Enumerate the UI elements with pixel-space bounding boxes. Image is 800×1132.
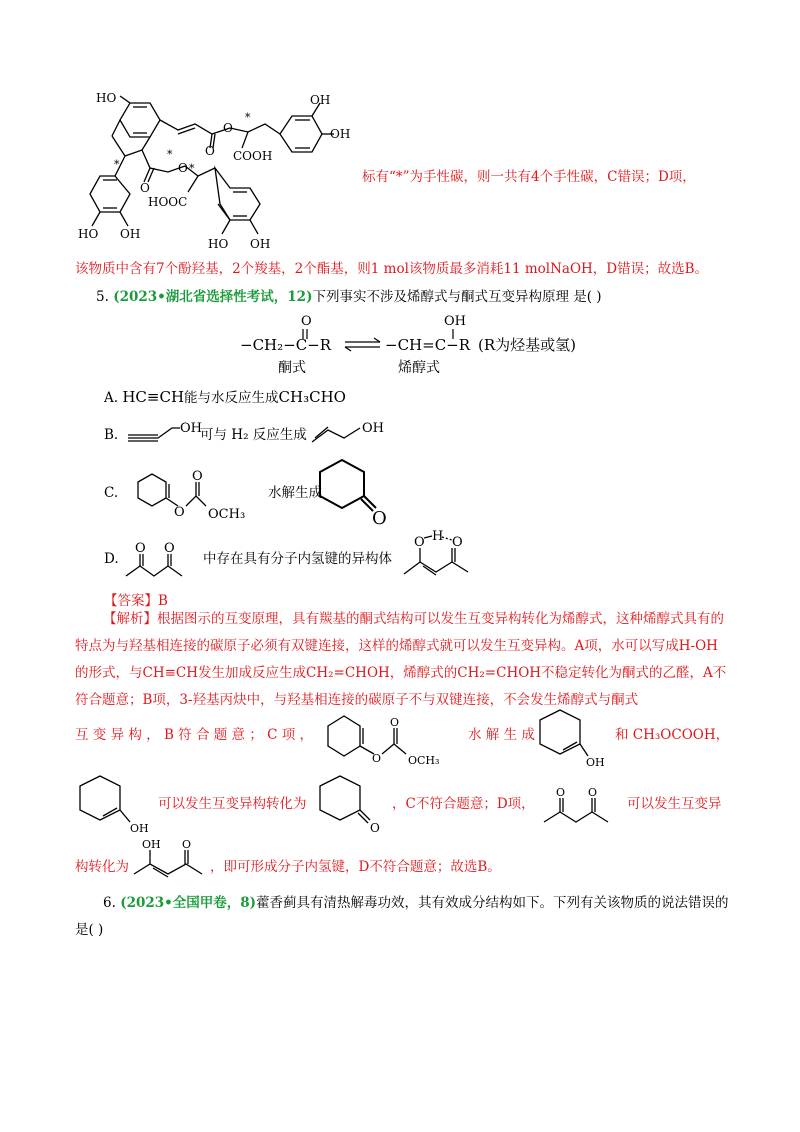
mol-label: HO (208, 237, 229, 251)
och3-label: OCH₃ (208, 507, 246, 522)
o-label: O (452, 535, 463, 550)
mol-label: OH (310, 93, 331, 107)
mol-label: * (189, 162, 195, 175)
och3-label: OCH₃ (408, 754, 440, 767)
mol-label: OH (120, 227, 141, 241)
option-a-text: 能与水反应生成 (184, 390, 279, 406)
mol-label: OH (250, 237, 271, 251)
analysis-line-3c: 可以发生互变异 (627, 796, 722, 812)
option-a-letter: A. (104, 390, 119, 406)
oh-label: OH (586, 756, 605, 769)
analysis-line-2b: 水 解 生 成 (468, 727, 535, 743)
option-a (104, 386, 346, 409)
option-a-reactant: HC≡CH (122, 388, 185, 406)
continuation-line-2: 该物质中含有7个酚羟基，2个羧基，2个酯基，则1 mol该物质最多消耗11 molNaOH，D错误；故选B。 (75, 261, 709, 277)
option-b-letter: B. (104, 427, 119, 443)
mol-label: O (223, 121, 233, 135)
analysis-enol-form (130, 836, 210, 882)
mol-label: O (178, 161, 188, 175)
option-d-enol-h-bond (400, 528, 480, 584)
q6-source: (2023•全国甲卷，8) (120, 895, 257, 911)
mol-label: O (205, 144, 215, 158)
answer-tag: 【答案】 (104, 593, 158, 609)
mol-label: * (167, 148, 173, 161)
option-d-acetylacetone (122, 538, 202, 584)
o-label: O (370, 821, 380, 835)
o-label: O (372, 508, 387, 529)
mol-label: * (114, 158, 120, 171)
enol-form: −CH=C−R (385, 336, 471, 354)
oh-label: OH (180, 421, 202, 436)
option-c-text: 水解生成 (268, 485, 322, 501)
o-label: O (174, 505, 185, 520)
option-d-text: 中存在具有分子内氢键的异构体 (203, 551, 392, 567)
mol-label: COOH (233, 149, 273, 163)
analysis-line-4a: 构转化为 (75, 859, 129, 875)
q5-stem-line (96, 286, 602, 308)
keto-form: −CH₂−C−R (240, 336, 332, 354)
keto-enol-equation (230, 308, 600, 378)
mol-label: * (245, 111, 251, 124)
keto-o: O (301, 314, 312, 329)
oh-label: OH (362, 421, 384, 436)
option-d-letter: D. (104, 551, 119, 567)
analysis-line-4b: ，即可形成分子内氢键，D不符合题意；故选B。 (210, 859, 501, 875)
option-c-cyclohexanone (312, 454, 402, 534)
keto-label: 酮式 (278, 360, 306, 376)
analysis-text: 根据图示的互变原理，具有羰基的酮式结构可以发生互变异构转化为烯醇式，这种烯醇式具有的特点为与羟基相连接的碳原子必须有双键连接，这样的烯醇式就可以发生互变异构。A项，水可以写成H-OH的形式，与CH≡CH发生加成反应生成CH₂=CHOH，烯醇式的CH₂=CHOH不稳定转化为酮式的乙醛，A不符合题意；B项，3-羟基丙炔中，与羟基相连接的碳原子不与双键连接，不会发生烯醇式与酮式 (75, 611, 727, 708)
q5-stem: 下列事实不涉及烯醇式与酮式互变异构原理 (312, 289, 569, 305)
mol-label: OH (330, 127, 351, 141)
answer-value: B (158, 593, 168, 609)
top-molecule-structure (70, 88, 360, 258)
o-label: O (556, 786, 566, 799)
o-label: O (372, 752, 382, 765)
analysis-cyclohexanone (312, 770, 392, 836)
analysis-carbonate (318, 706, 468, 772)
o-label: O (135, 541, 146, 556)
mol-label: HOOC (148, 195, 188, 209)
analysis-paragraph (75, 606, 730, 714)
h-label: H (432, 529, 444, 544)
q5-source: (2023•湖北省选择性考试，12) (113, 289, 313, 305)
oh-label: OH (142, 838, 161, 851)
analysis-line-3: 可以发生互变异构转化为 (158, 796, 307, 812)
q5-stem-tail: 是( ) (573, 289, 602, 305)
o-label: O (164, 541, 175, 556)
o-label: O (182, 838, 192, 851)
analysis-cyclohexenol (530, 704, 610, 770)
option-b-allyl-alcohol (308, 414, 388, 448)
mol-label: HO (78, 227, 99, 241)
analysis-line-3b: ，C不符合题意；D项， (392, 796, 535, 812)
q6-number: 6. (103, 895, 116, 911)
enol-label: 烯醇式 (398, 360, 440, 376)
o-label: O (192, 469, 203, 484)
continuation-line-1: 标有“*”为手性碳，则一共有4个手性碳，C错误；D项， (362, 169, 696, 185)
equation-note: (R为烃基或氢) (478, 336, 576, 354)
o-label: O (414, 535, 425, 550)
o-label: O (588, 786, 598, 799)
q6-stem-text: 藿香蓟具有清热解毒功效，其有效成分结构如下。下列有关该物质的说法错误的是( ) (75, 895, 729, 938)
mol-label: HO (96, 91, 117, 105)
q5-number: 5. (96, 289, 109, 305)
analysis-cyclohexenol-2 (70, 770, 160, 836)
option-b-text: 可与 H₂ 反应生成 (200, 427, 307, 443)
analysis-line-2c: 和 CH₃OCOOH， (615, 727, 730, 743)
mol-label: O (140, 181, 150, 195)
oh-label: OH (130, 822, 149, 835)
analysis-line-2a: 互 变 异 构 ， B 符 合 题 意 ； C 项 ， (75, 727, 314, 743)
enol-oh: OH (444, 314, 466, 329)
option-a-product: CH₃CHO (278, 388, 346, 406)
option-c-letter: C. (104, 485, 119, 501)
analysis-tag: 【解析】 (103, 611, 157, 627)
q6-stem (75, 890, 730, 944)
option-c-carbonate (124, 456, 264, 526)
analysis-acetylacetone (540, 786, 630, 830)
option-b-propargyl-alcohol (124, 414, 204, 446)
o-label: O (390, 716, 400, 729)
